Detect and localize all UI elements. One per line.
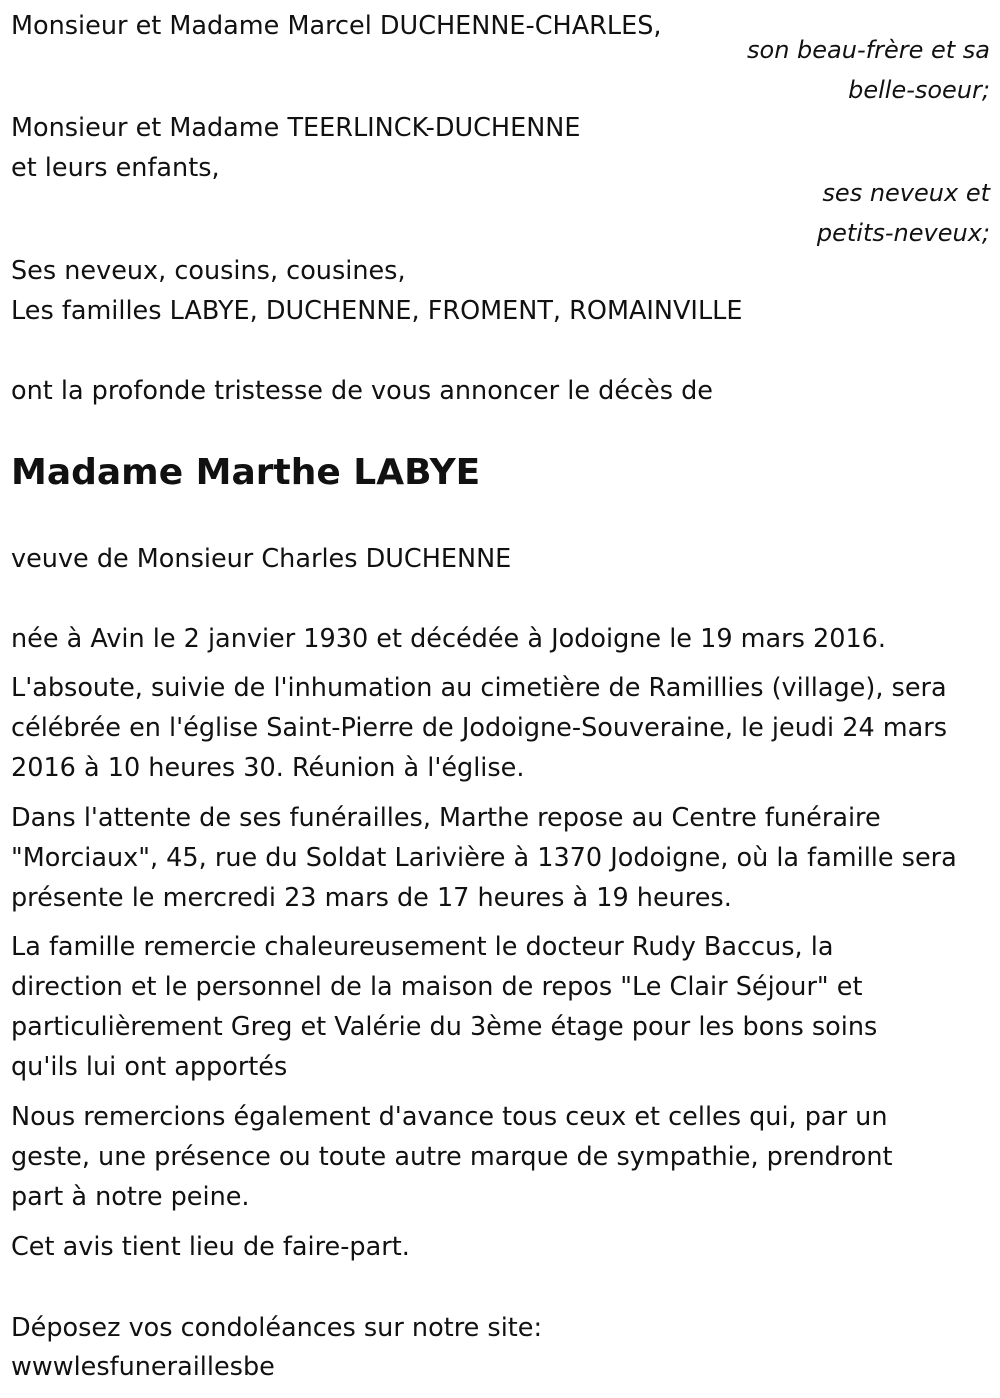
announcement-intro: ont la profonde tristesse de vous annoncer le décès de [11,376,713,406]
faire-part-notice: Cet avis tient lieu de faire-part. [11,1232,410,1262]
funeral-paragraph-line2: célébrée en l'église Saint-Pierre de Jodoigne-Souveraine, le jeudi 24 mars [11,713,948,743]
family-group1-line1: Monsieur et Madame Marcel DUCHENNE-CHARLES, [11,11,662,41]
thanks-paragraph-line4: qu'ils lui ont apportés [11,1052,288,1082]
condolences-label: Déposez vos condoléances sur notre site: [11,1313,543,1343]
funeral-paragraph-line3: 2016 à 10 heures 30. Réunion à l'église. [11,753,525,783]
thanks-paragraph-line1: La famille remercie chaleureusement le docteur Rudy Baccus, la [11,932,834,962]
funeral-paragraph-line1: L'absoute, suivie de l'inhumation au cimetière de Ramillies (village), sera [11,673,947,703]
gratitude-paragraph-line2: geste, une présence ou toute autre marque de sympathie, prendront [11,1142,893,1172]
thanks-paragraph-line3: particulièrement Greg et Valérie du 3ème étage pour les bons soins [11,1012,878,1042]
thanks-paragraph-line2: direction et le personnel de la maison de repos "Le Clair Séjour" et [11,972,863,1002]
family-group3-line2: Les familles LABYE, DUCHENNE, FROMENT, ROMAINVILLE [11,296,743,326]
gratitude-paragraph-line3: part à notre peine. [11,1182,250,1212]
repose-paragraph-line1: Dans l'attente de ses funérailles, Marthe repose au Centre funéraire [11,803,881,833]
deceased-name: Madame Marthe LABYE [11,452,481,493]
family-group3-line1: Ses neveux, cousins, cousines, [11,256,406,286]
website-link[interactable]: wwwlesfuneraillesbe [11,1352,275,1382]
widow-of: veuve de Monsieur Charles DUCHENNE [11,544,512,574]
family-group1-relation-line2: belle-soeur; [848,76,990,104]
repose-paragraph-line3: présente le mercredi 23 mars de 17 heures à 19 heures. [11,883,732,913]
birth-death: née à Avin le 2 janvier 1930 et décédée à Jodoigne le 19 mars 2016. [11,624,886,654]
repose-paragraph-line2: "Morciaux", 45, rue du Soldat Larivière à 1370 Jodoigne, où la famille sera [11,843,957,873]
family-group2-relation-line2: petits-neveux; [816,219,990,247]
family-group1-relation-line1: son beau-frère et sa [747,36,990,64]
gratitude-paragraph-line1: Nous remercions également d'avance tous ceux et celles qui, par un [11,1102,888,1132]
family-group2-relation-line1: ses neveux et [822,179,990,207]
family-group2-line1: Monsieur et Madame TEERLINCK-DUCHENNE [11,113,581,143]
family-group2-line2: et leurs enfants, [11,153,220,183]
